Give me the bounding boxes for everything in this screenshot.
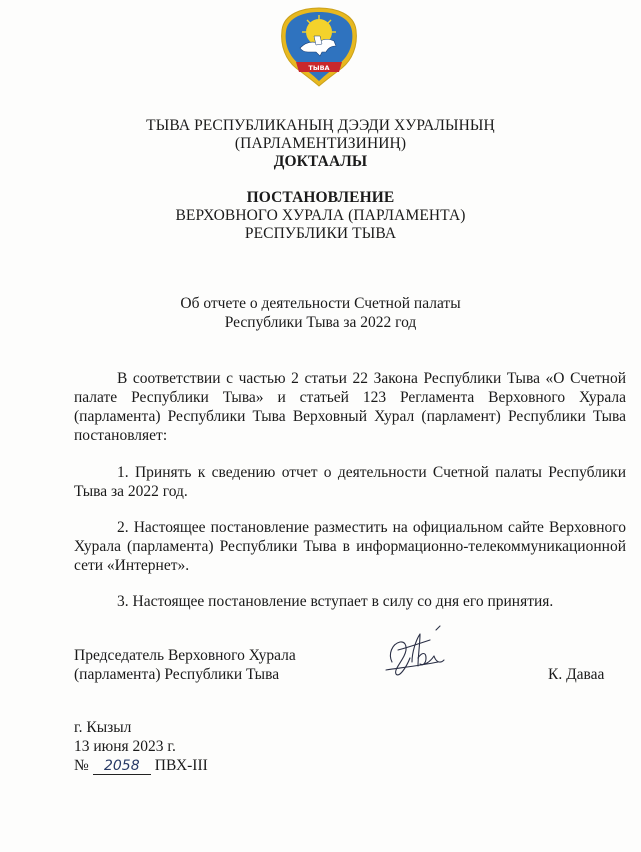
- subject-line-1: Об отчете о деятельности Счетной палаты: [180, 295, 461, 312]
- header-line-5: ВЕРХОВНОГО ХУРАЛА (ПАРЛАМЕНТА): [175, 207, 466, 224]
- svg-text:ТЫВА: ТЫВА: [308, 64, 330, 72]
- header-tuvan: [0, 117, 641, 171]
- subject-line-2: Республики Тыва за 2022 год: [224, 314, 417, 331]
- position-line-2: (парламента) Республики Тыва: [74, 666, 280, 683]
- preamble-paragraph: В соответствии с частью 2 статьи 22 Закона Республики Тыва «О Счетной палате Республики Тыва» и статьей 123 Регламента Верховного Хурала (парламента) Республики Тыва Верховный Хурал (парламент) Республики Тыва постановляет:: [74, 370, 626, 444]
- position-line-1: Председатель Верховного Хурала: [74, 647, 296, 664]
- tuva-emblem-icon: [276, 6, 362, 88]
- date: 13 июня 2023 г.: [74, 738, 176, 755]
- header-russian: [0, 189, 641, 243]
- header-line-2: (ПАРЛАМЕНТИЗИНИҢ): [234, 135, 407, 152]
- number-prefix: №: [74, 757, 89, 774]
- number-handwritten: 2058: [93, 759, 151, 775]
- document-number: [74, 756, 208, 775]
- number-suffix: ПВХ-III: [154, 757, 208, 774]
- city: г. Кызыл: [74, 719, 132, 736]
- clause-2-paragraph: 2. Настоящее постановление разместить на официальном сайте Верховного Хурала (парламента) Республики Тыва в информационно-телекоммуникационной сети «Интернет».: [74, 519, 626, 574]
- header-line-6: РЕСПУБЛИКИ ТЫВА: [244, 225, 397, 242]
- document-subject: [0, 294, 641, 332]
- signatory-position: [74, 646, 296, 684]
- header-line-3: ДОКТААЛЫ: [273, 153, 368, 170]
- clause-3-paragraph: 3. Настоящее постановление вступает в силу со дня его принятия.: [117, 593, 554, 610]
- document-footer: [74, 718, 208, 775]
- document-type-title: ПОСТАНОВЛЕНИЕ: [246, 189, 395, 206]
- handwritten-signature: [378, 622, 458, 686]
- clause-1-paragraph: 1. Принять к сведению отчет о деятельности Счетной палаты Республики Тыва за 2022 год.: [74, 464, 626, 500]
- signatory-name: К. Даваа: [548, 666, 605, 683]
- header-line-1: ТЫВА РЕСПУБЛИКАНЫҢ ДЭЭДИ ХУРАЛЫНЫҢ: [146, 117, 495, 134]
